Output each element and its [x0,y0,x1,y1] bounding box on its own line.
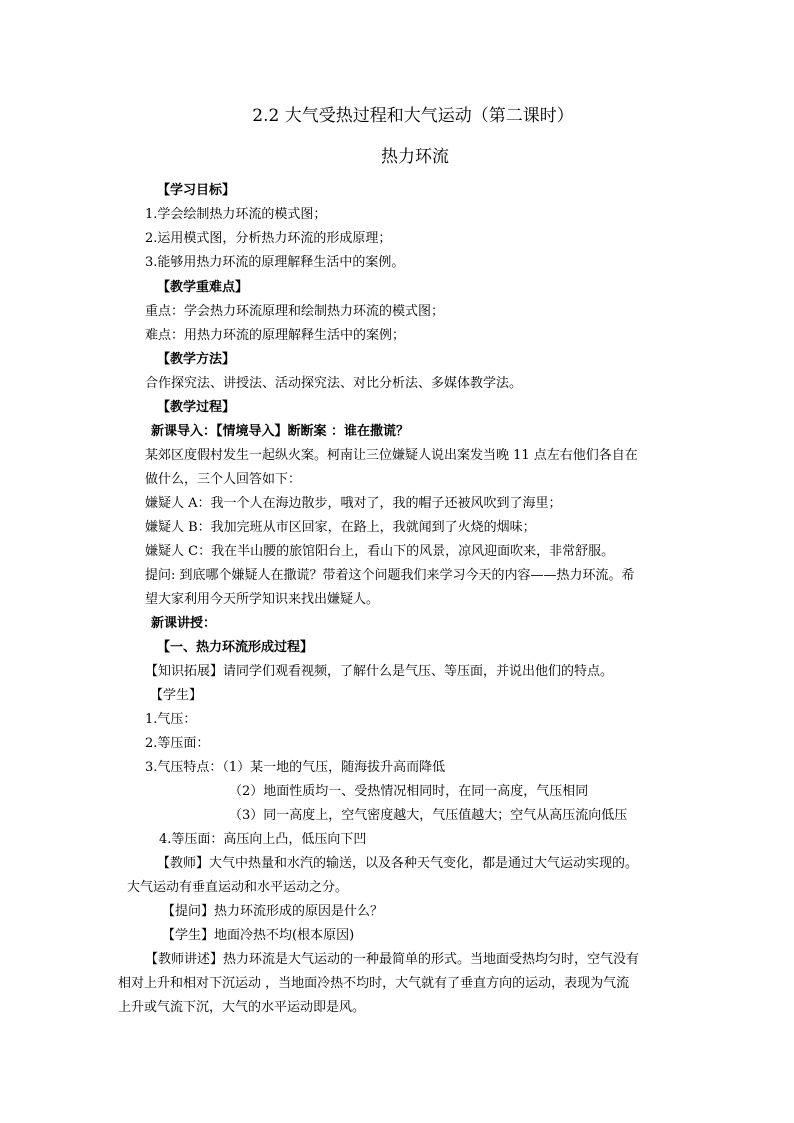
paragraph-line: 上升或气流下沉，大气的水平运动即是风。 [118,1000,366,1015]
section-heading-process: 【教学过程】 [157,400,236,415]
question-text: 【提问】热力环流形成的原因是什么？ [162,904,384,919]
difficult-point: 难点：用热力环流的原理解释生活中的案例； [145,328,406,343]
lesson-intro: 新课导入：【情境导入】断断案 ：谁在撒谎？ [151,424,410,439]
paragraph-line: 做什么，三个人回答如下： [145,472,302,487]
objective-2: 2.运用模式图，分析热力环流的形成原理； [145,231,392,246]
list-item: 2.等压面： [145,736,210,751]
section-heading-methods: 【教学方法】 [157,352,236,367]
section-heading-circulation: 【一、热力环流形成过程】 [157,640,314,655]
paragraph-line: 提问: 到底哪个嫌疑人在撒谎？带着这个问题我们来学习今天的内容——热力环流。希 [145,568,635,583]
suspect-c: 嫌疑人 C：我在半山腰的旅馆阳台上，看山下的风景，凉风迎面吹来，非常舒服。 [145,544,615,559]
document-title: 2.2 大气受热过程和大气运动（第二课时） [252,106,574,126]
student-answer: 【学生】地面冷热不均(根本原因) [162,928,355,943]
list-item: 3.气压特点：（1）某一地的气压，随海拔升高而降低 [145,760,446,775]
teacher-text: 【教师】大气中热量和水汽的输送，以及各种天气变化，都是通过大气运动实现的。 [157,856,639,871]
list-item: 1.气压： [145,712,197,727]
paragraph-line: 某郊区度假村发生一起纵火案。柯南让三位嫌疑人说出案发当晚 11 点左右他们各自在 [145,448,638,463]
section-heading-objectives: 【学习目标】 [157,183,236,198]
list-subitem: （3）同一高度上，空气密度越大，气压值越大；空气从高压流向低压 [229,808,628,823]
student-label: 【学生】 [150,688,203,703]
document-subtitle: 热力环流 [381,147,449,167]
suspect-b: 嫌疑人 B：我加完班从市区回家，在路上，我就闻到了火烧的烟味； [145,520,536,535]
objective-1: 1.学会绘制热力环流的模式图； [145,207,327,222]
objective-3: 3.能够用热力环流的原理解释生活中的案例。 [145,255,405,270]
paragraph-line: 望大家利用今天所学知识来找出嫌疑人。 [145,592,380,607]
new-lesson-heading: 新课讲授： [151,616,217,631]
list-item: 4.等压面：高压向上凸，低压向下凹 [159,832,367,847]
key-point: 重点：学会热力环流原理和绘制热力环流的模式图； [145,304,445,319]
methods-text: 合作探究法、讲授法、活动探究法、对比分析法、多媒体教学法。 [145,376,523,391]
teacher-explanation: 【教师讲述】热力环流是大气运动的一种最简单的形式。当地面受热均匀时，空气没有 [145,952,640,967]
paragraph-line: 相对上升和相对下沉运动 ，当地面冷热不均时，大气就有了垂直方向的运动，表现为气流 [118,976,630,991]
suspect-a: 嫌疑人 A：我一个人在海边散步，哦对了，我的帽子还被风吹到了海里； [145,496,562,511]
paragraph-line: 大气运动有垂直运动和水平运动之分。 [127,880,349,895]
section-heading-key-points: 【教学重难点】 [157,280,249,295]
knowledge-extension: 【知识拓展】请同学们观看视频，了解什么是气压、等压面，并说出他们的特点。 [145,664,614,679]
list-subitem: （2）地面性质均一、受热情况相同时，在同一高度，气压相同 [229,784,589,799]
